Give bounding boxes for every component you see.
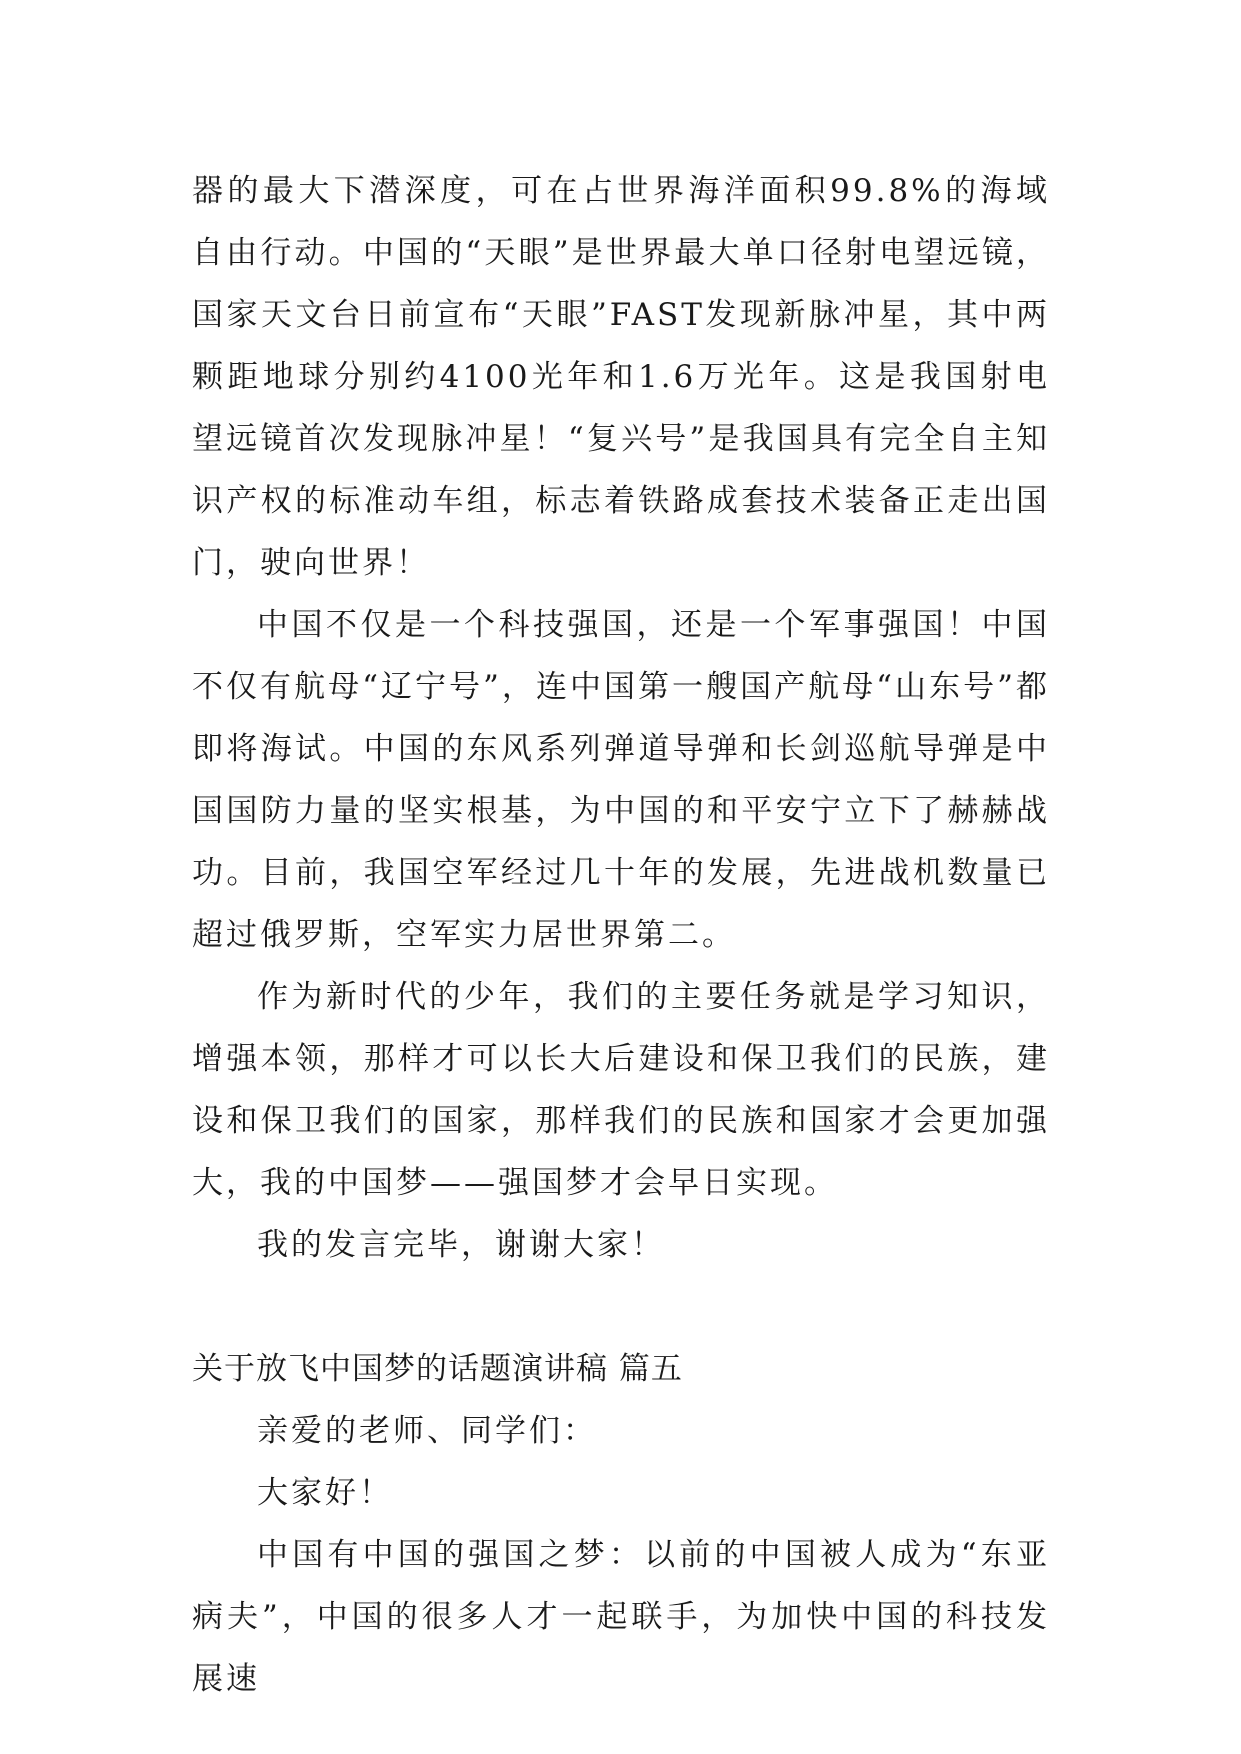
section-spacer xyxy=(192,1276,1050,1338)
paragraph-greeting: 大家好！ xyxy=(257,1475,393,1511)
paragraph-youth-mission: 作为新时代的少年，我们的主要任务就是学习知识，增强本领，那样才可以长大后建设和保卫我们的民族，建设和保卫我们的国家，那样我们的民族和国家才会更加强大，我的中国梦——强国梦才会早日实现。 xyxy=(192,979,1050,1201)
paragraph-military-power: 中国不仅是一个科技强国，还是一个军事强国！中国不仅有航母“辽宁号”，连中国第一艘国产航母“山东号”都即将海试。中国的东风系列弹道导弹和长剑巡航导弹是中国国防力量的坚实根基，为中国的和平安宁立下了赫赫战功。目前，我国空军经过几十年的发展，先进战机数量已超过俄罗斯，空军实力居世界第二。 xyxy=(192,607,1050,953)
section-title: 关于放飞中国梦的话题演讲稿 篇五 xyxy=(192,1351,683,1387)
document-body xyxy=(192,160,1050,1710)
paragraph-salutation: 亲爱的老师、同学们： xyxy=(257,1413,597,1449)
paragraph-continuation: 器的最大下潜深度，可在占世界海洋面积99.8%的海域自由行动。中国的“天眼”是世界最大单口径射电望远镜，国家天文台日前宣布“天眼”FAST发现新脉冲星，其中两颗距地球分别约4100光年和1.6万光年。这是我国射电望远镜首次发现脉冲星！“复兴号”是我国具有完全自主知识产权的标准动车组，标志着铁路成套技术装备正走出国门，驶向世界！ xyxy=(192,173,1050,581)
paragraph-strong-nation-dream: 中国有中国的强国之梦：以前的中国被人成为“东亚病夫”，中国的很多人才一起联手，为加快中国的科技发展速 xyxy=(192,1537,1050,1697)
paragraph-closing-remark: 我的发言完毕，谢谢大家！ xyxy=(257,1227,665,1263)
